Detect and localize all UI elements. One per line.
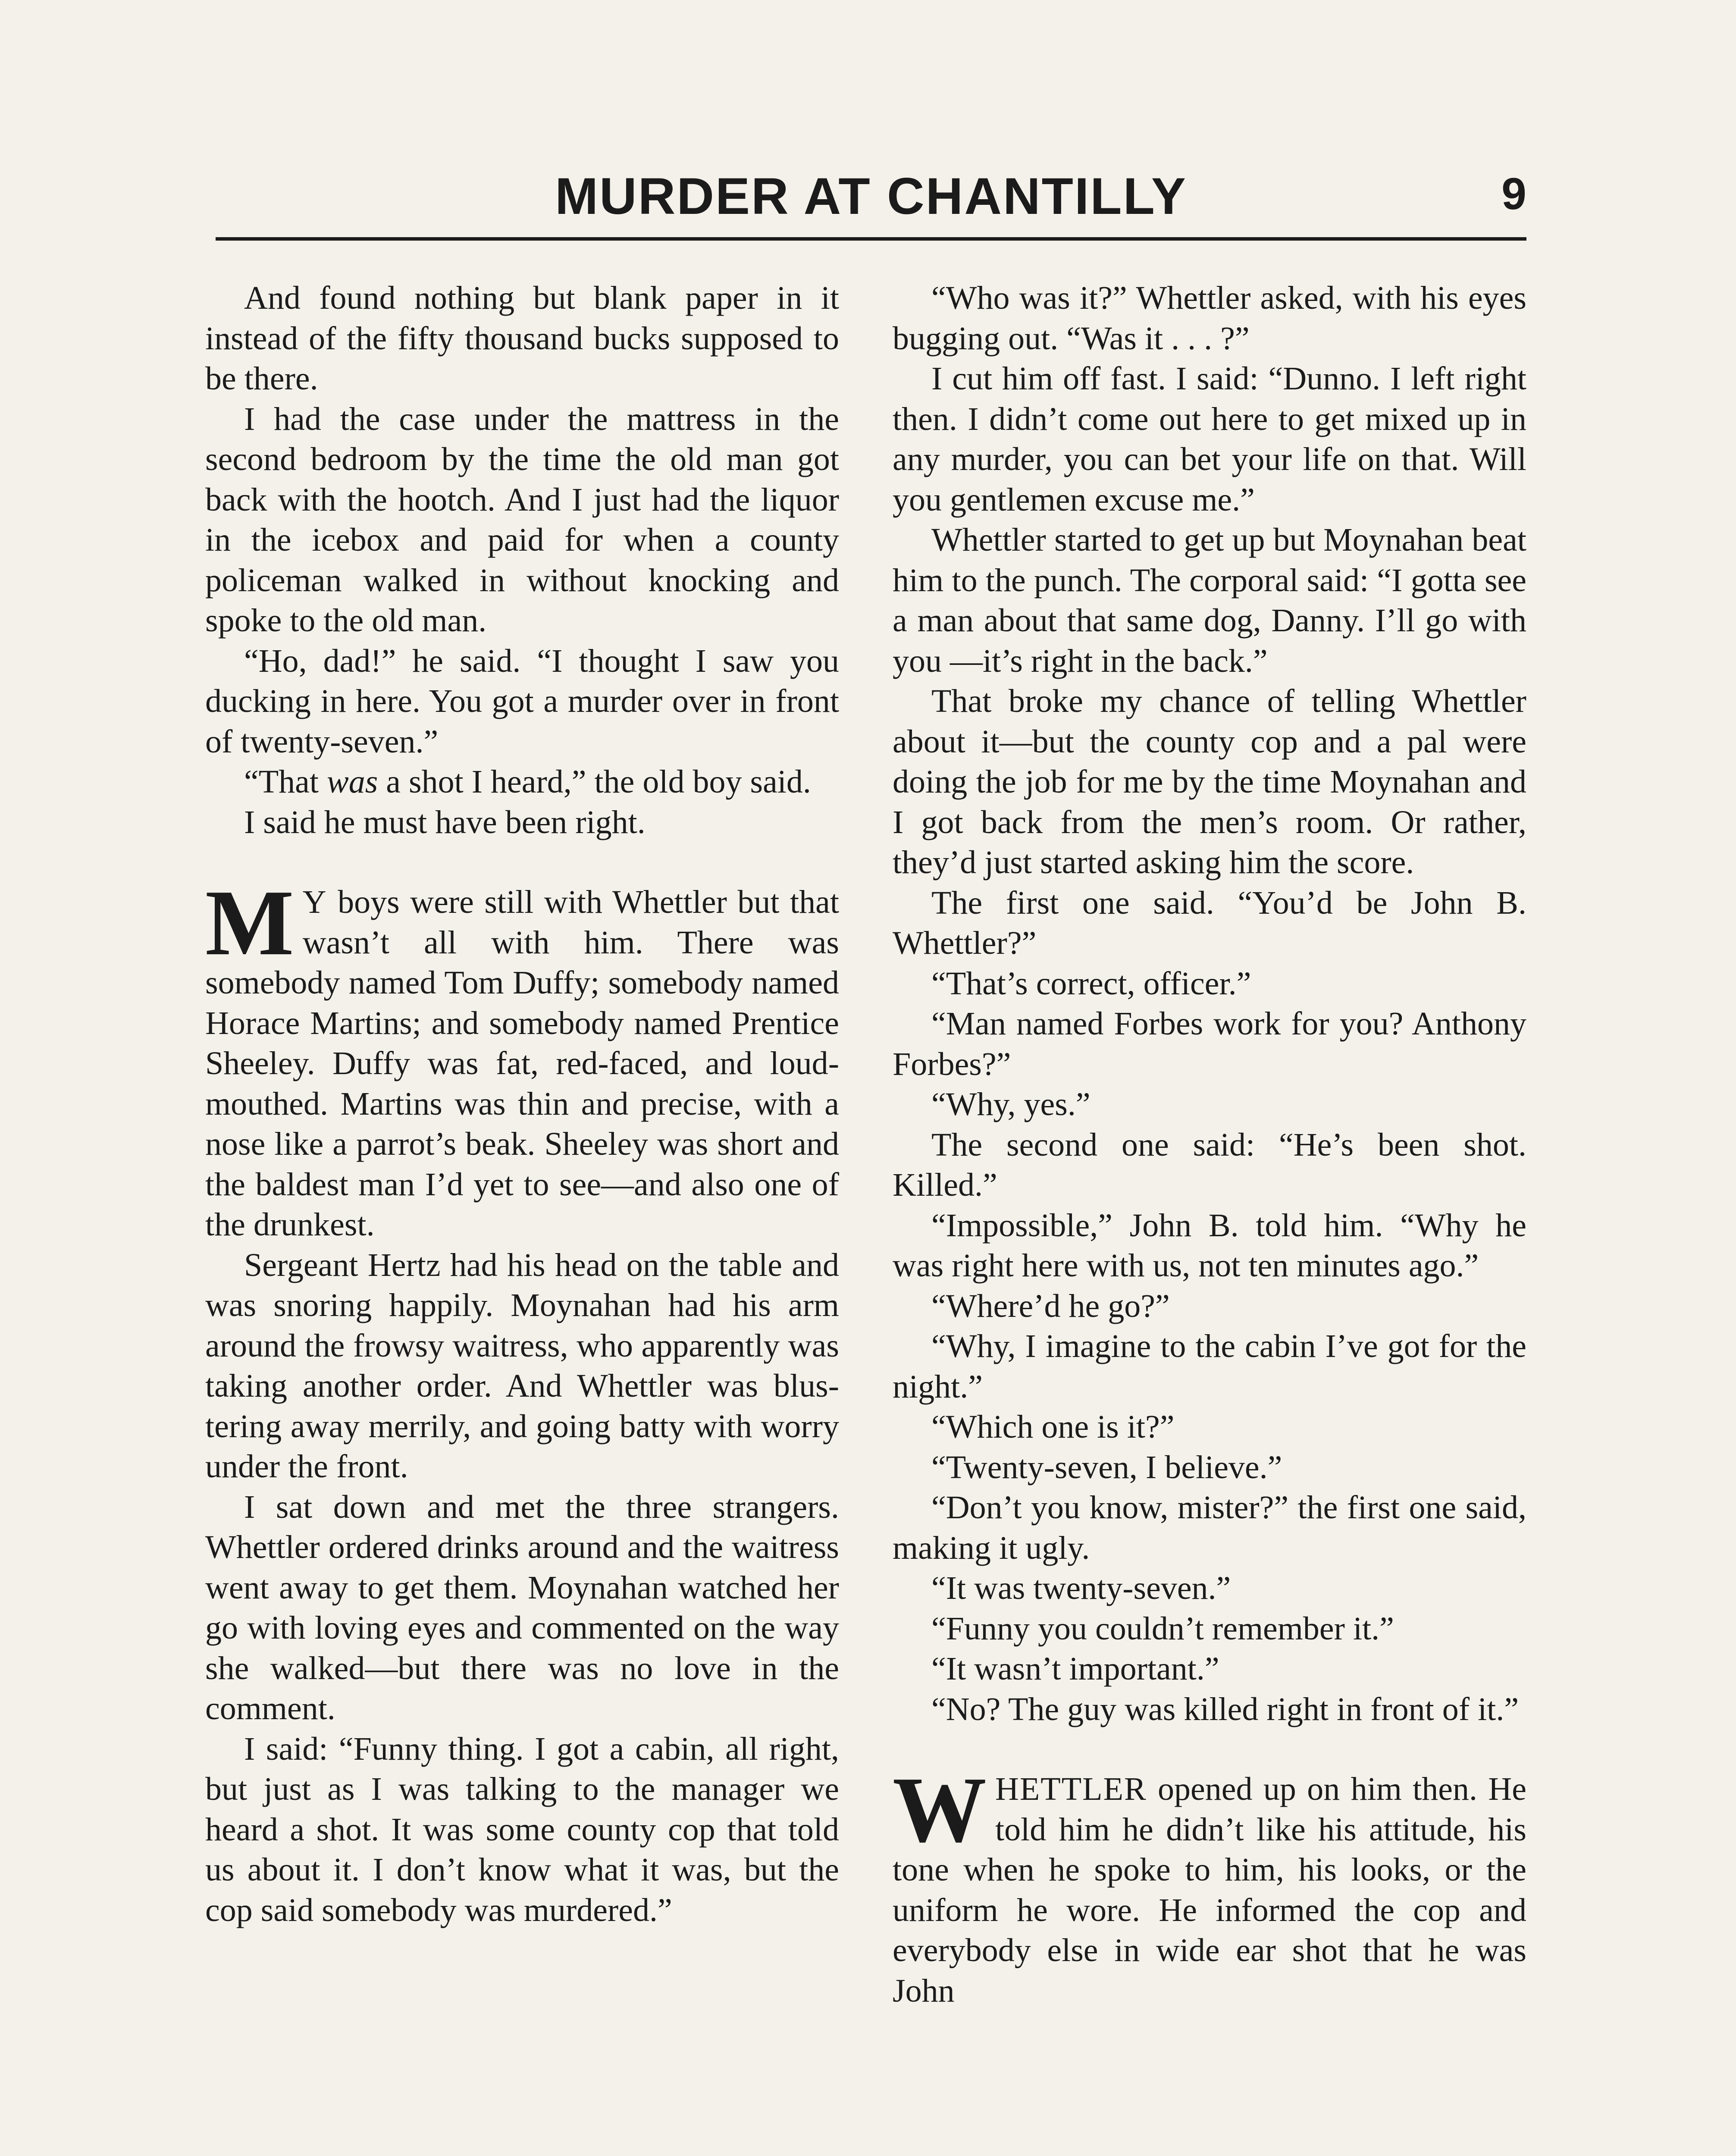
- section-opening-paragraph: [893, 1758, 1526, 2011]
- paragraph: “Why, yes.”: [931, 1086, 1090, 1122]
- paragraph: “Where’d he go?”: [931, 1288, 1170, 1324]
- paragraph: “Impossible,” John B. told him. “Why he was right here with us, not ten minutes ago.”: [893, 1207, 1526, 1284]
- paragraph: “Man named Forbes work for you? Anthony Forbes?”: [893, 1006, 1526, 1082]
- paragraph: “No? The guy was killed right in front of it.”: [931, 1691, 1519, 1727]
- text-run: boys were still with Whettler but that wasn’t all with him. There was somebody named Tom Duffy; somebody named Horace Martins; and somebody named Prentice Sheeley. Duffy was fat, red-faced, and loudmouthed. Martins was thin and precise, with a nose like a parrot’s beak. Sheeley was short and the baldest man I’d yet to see—and also one of the drunkest.: [205, 884, 839, 1243]
- text-run: opened up on him then. He told him he didn’t like his attitude, his tone when he spoke to him, his looks, or the uniform he wore. He informed the cop and everybody else in wide ear shot that he was John: [893, 1771, 1526, 2009]
- paragraph: “Who was it?” Whettler asked, with his eyes bugging out. “Was it . . . ?”: [893, 280, 1526, 357]
- lead-in: Y: [302, 884, 327, 920]
- paragraph: Sergeant Hertz had his head on the table and was snoring happily. Moynahan had his arm around the frowsy waitress, who apparently was taking another order. And Whettler was blustering away merrily, and going batty with worry under the front.: [205, 1247, 839, 1485]
- lead-in: HETTLER: [995, 1771, 1147, 1807]
- paragraph: “Which one is it?”: [931, 1409, 1175, 1445]
- text-run: “That: [244, 764, 327, 800]
- paragraph: “It wasn’t important.”: [931, 1651, 1219, 1687]
- left-column: [205, 278, 839, 1930]
- paragraph: I said he must have been right.: [244, 804, 646, 840]
- header-rule: [216, 237, 1526, 241]
- paragraph: “Don’t you know, mister?” the first one said, making it ugly.: [893, 1489, 1526, 1566]
- story-title: MURDER AT CHANTILLY: [555, 167, 1187, 225]
- paragraph: Whettler started to get up but Moynahan beat him to the punch. The corporal said: “I gotta see a man about that same dog, Danny. I’ll go with you —it’s right in the back.”: [893, 522, 1526, 679]
- section-opening-paragraph: [205, 871, 839, 1245]
- drop-cap: M: [205, 871, 294, 975]
- paragraph: “It was twenty-seven.”: [931, 1570, 1231, 1606]
- paragraph: And found nothing but blank paper in it instead of the fifty thousand bucks supposed to be there.: [205, 280, 839, 397]
- paragraph: “Funny you couldn’t remember it.”: [931, 1610, 1394, 1647]
- paragraph: I cut him off fast. I said: “Dunno. I left right then. I didn’t come out here to get mixed up in any murder, you can bet your life on that. Will you gentlemen excuse me.”: [893, 360, 1526, 518]
- paragraph: That broke my chance of telling Whettler about it—but the county cop and a pal were doing the job for me by the time Moynahan and I got back from the men’s room. Or rather, they’d just started asking him the score.: [893, 683, 1526, 881]
- paragraph: “Ho, dad!” he said. “I thought I saw you ducking in here. You got a murder over in front of twenty-seven.”: [205, 642, 839, 760]
- italic-text: was: [327, 764, 378, 800]
- paragraph: “That’s correct, officer.”: [931, 965, 1251, 1002]
- paragraph: I had the case under the mattress in the second bedroom by the time the old man got back with the hootch. And I just had the liquor in the icebox and paid for when a county policeman walked in without knocking and spoke to the old man.: [205, 401, 839, 639]
- paragraph: The first one said. “You’d be John B. Whettler?”: [893, 884, 1526, 961]
- paragraph: The second one said: “He’s been shot. Killed.”: [893, 1126, 1526, 1203]
- paragraph: “Why, I imagine to the cabin I’ve got for the night.”: [893, 1328, 1526, 1405]
- right-column: [893, 278, 1526, 2011]
- running-header: [216, 164, 1526, 229]
- paragraph: I said: “Funny thing. I got a cabin, all right, but just as I was talking to the manager we heard a shot. It was some county cop that told us about it. I don’t know what it was, but the cop said somebody was murdered.”: [205, 1730, 839, 1928]
- paragraph: [205, 762, 839, 802]
- paragraph: I sat down and met the three strangers. Whettler ordered drinks around and the waitress went away to get them. Moynahan watched her go with loving eyes and commented on the way she walked—but there was no love in the comment.: [205, 1489, 839, 1727]
- drop-cap: W: [893, 1758, 987, 1862]
- text-run: a shot I heard,” the old boy said.: [378, 764, 811, 800]
- paragraph: “Twenty-seven, I believe.”: [931, 1449, 1282, 1485]
- page-number: 9: [1501, 169, 1526, 219]
